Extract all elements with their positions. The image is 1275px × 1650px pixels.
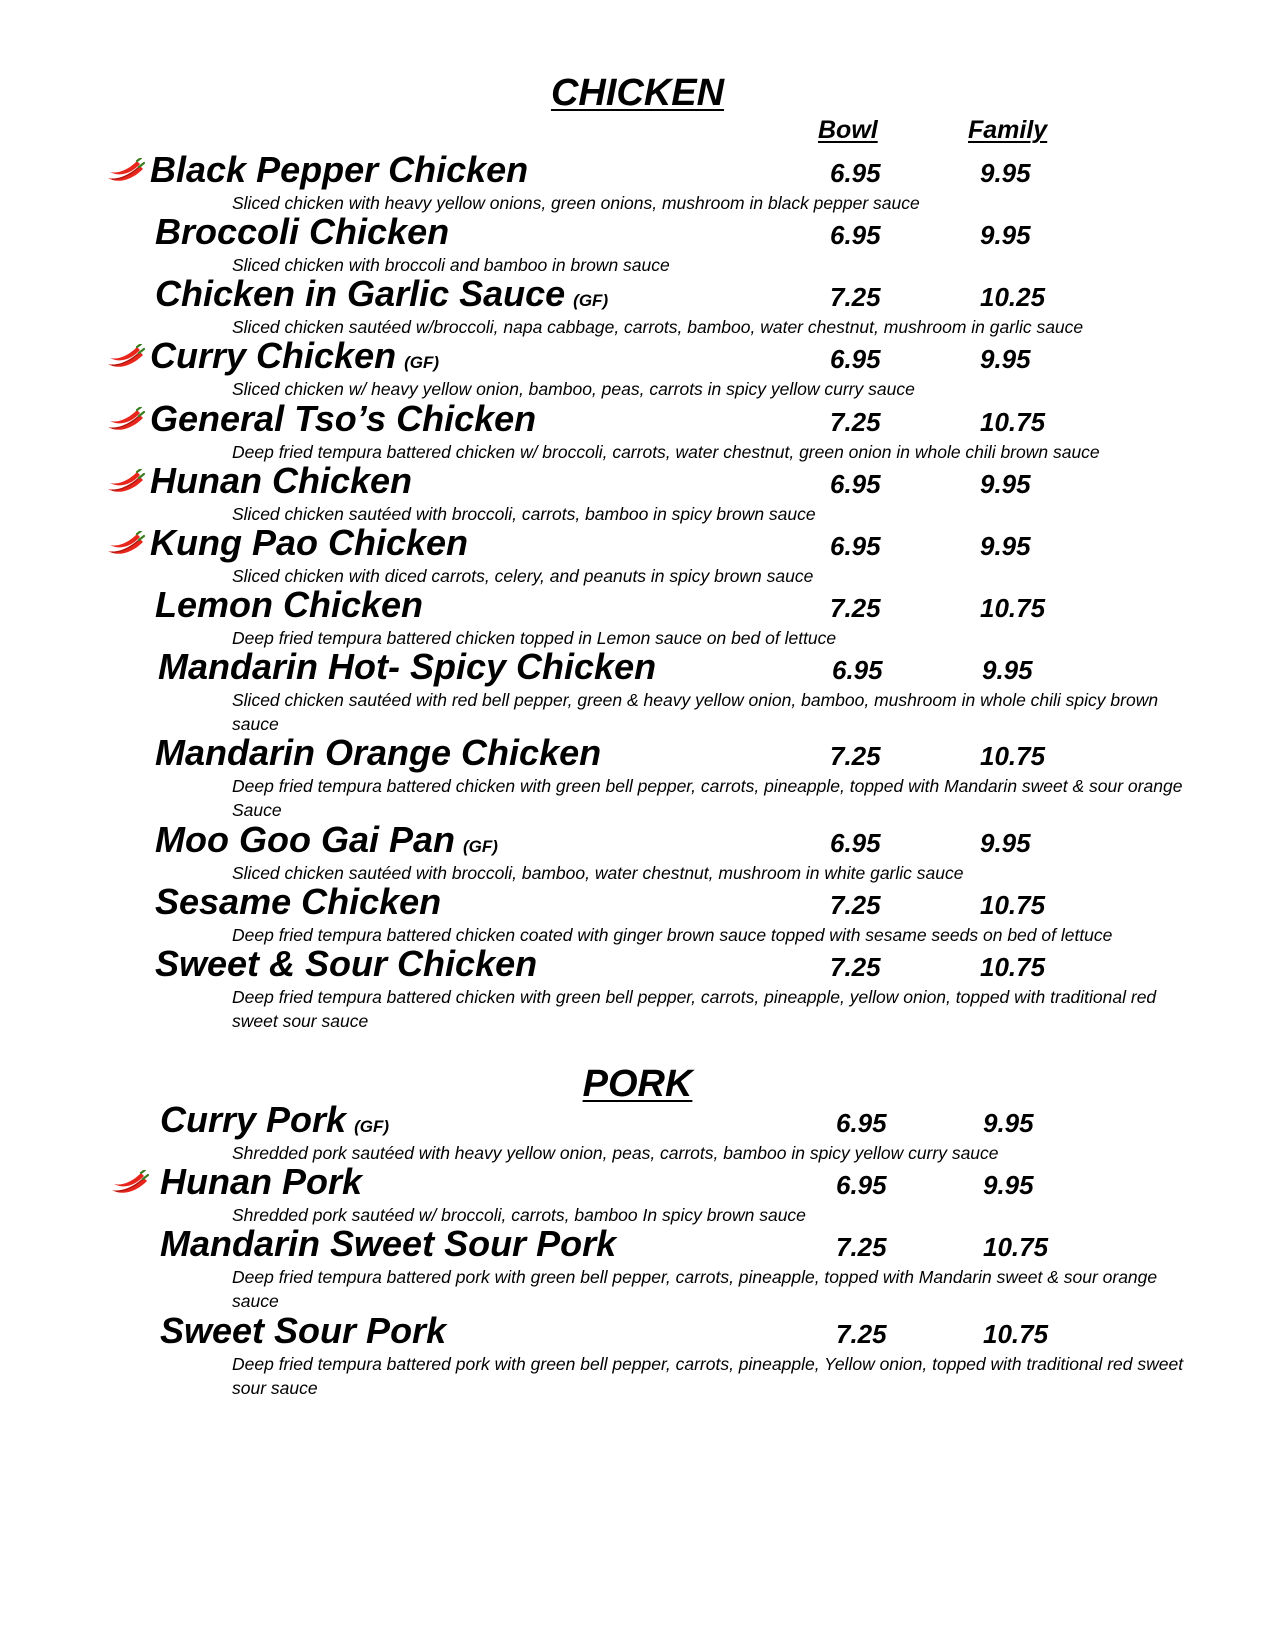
bowl-price: 6.95 bbox=[830, 220, 881, 250]
item-name-text: Hunan Pork bbox=[160, 1161, 363, 1202]
bowl-price: 6.95 bbox=[836, 1108, 887, 1138]
family-price: 10.75 bbox=[980, 407, 1046, 437]
item-name-text: Mandarin Orange Chicken bbox=[155, 732, 602, 773]
bowl-price: 6.95 bbox=[832, 655, 883, 685]
item-description: Sliced chicken with heavy yellow onions, green onions, mushroom in black pepper sauce bbox=[232, 193, 920, 213]
family-price: 9.95 bbox=[980, 158, 1031, 188]
item-name-text: Sweet Sour Pork bbox=[160, 1310, 447, 1351]
family-price: 9.95 bbox=[982, 655, 1033, 685]
item-name bbox=[160, 1224, 616, 1264]
item-name-text: Hunan Chicken bbox=[150, 460, 413, 501]
item-description: Deep fried tempura battered chicken with green bell pepper, carrots, pineapple, topped with Mandarin sweet & sour orange Sauce bbox=[232, 776, 1183, 820]
item-description: Shredded pork sautéed with heavy yellow onion, peas, carrots, bamboo in spicy yellow curry sauce bbox=[232, 1143, 999, 1163]
bowl-price: 7.25 bbox=[830, 593, 881, 623]
item-name bbox=[158, 647, 656, 687]
item-name-text: Broccoli Chicken bbox=[155, 211, 450, 252]
item-name bbox=[155, 944, 537, 984]
family-price: 10.25 bbox=[980, 282, 1046, 312]
gluten-free-badge: (GF) bbox=[354, 1117, 390, 1136]
item-description: Deep fried tempura battered pork with green bell pepper, carrots, pineapple, topped with Mandarin sweet & sour orange sauce bbox=[232, 1267, 1158, 1311]
item-name-text: Kung Pao Chicken bbox=[150, 522, 469, 563]
item-name bbox=[155, 882, 441, 922]
item-name bbox=[160, 1162, 362, 1202]
family-price: 10.75 bbox=[983, 1319, 1049, 1349]
chili-pepper-icon bbox=[110, 1170, 150, 1196]
item-name-text: Curry Chicken bbox=[150, 335, 397, 376]
gluten-free-badge: (GF) bbox=[404, 353, 440, 372]
bowl-price: 6.95 bbox=[830, 344, 881, 374]
bowl-price: 6.95 bbox=[830, 158, 881, 188]
item-name-text: Sweet & Sour Chicken bbox=[155, 943, 538, 984]
bowl-price: 6.95 bbox=[830, 828, 881, 858]
item-name bbox=[155, 820, 498, 867]
family-price: 9.95 bbox=[980, 469, 1031, 499]
bowl-price: 6.95 bbox=[830, 469, 881, 499]
family-price: 10.75 bbox=[980, 952, 1046, 982]
family-price: 9.95 bbox=[983, 1170, 1034, 1200]
family-price: 10.75 bbox=[980, 741, 1046, 771]
pork-section-title: PORK bbox=[582, 1063, 693, 1105]
gluten-free-badge: (GF) bbox=[463, 837, 498, 856]
item-description: Deep fried tempura battered chicken w/ broccoli, carrots, water chestnut, green onion in whole chili brown sauce bbox=[232, 442, 1100, 462]
chili-pepper-icon bbox=[106, 344, 146, 370]
bowl-price: 6.95 bbox=[830, 531, 881, 561]
item-name-text: Lemon Chicken bbox=[155, 584, 424, 625]
family-price: 10.75 bbox=[983, 1232, 1049, 1262]
item-name bbox=[160, 1311, 446, 1351]
item-name-text: Black Pepper Chicken bbox=[150, 149, 529, 190]
chicken-section-title: CHICKEN bbox=[550, 72, 725, 114]
item-name bbox=[160, 1100, 389, 1147]
bowl-price: 7.25 bbox=[830, 952, 881, 982]
family-column-header: Family bbox=[968, 116, 1048, 144]
item-description: Sliced chicken sautéed w/broccoli, napa cabbage, carrots, bamboo, water chestnut, mushroom in garlic sauce bbox=[232, 317, 1084, 337]
bowl-price: 7.25 bbox=[830, 407, 881, 437]
item-description: Sliced chicken with broccoli and bamboo in brown sauce bbox=[232, 255, 670, 275]
item-name bbox=[155, 274, 608, 321]
item-description: Sliced chicken sautéed with red bell pepper, green & heavy yellow onion, bamboo, mushroom in whole chili spicy brown sauce bbox=[232, 690, 1159, 734]
item-name bbox=[155, 212, 449, 252]
item-name-text: Moo Goo Gai Pan bbox=[155, 819, 456, 860]
item-name bbox=[155, 585, 423, 625]
item-name bbox=[150, 399, 536, 439]
bowl-price: 6.95 bbox=[836, 1170, 887, 1200]
family-price: 9.95 bbox=[983, 1108, 1034, 1138]
item-name bbox=[150, 150, 528, 190]
family-price: 10.75 bbox=[980, 593, 1046, 623]
chili-pepper-icon bbox=[106, 531, 146, 557]
chili-pepper-icon bbox=[106, 158, 146, 184]
item-description: Deep fried tempura battered chicken topped in Lemon sauce on bed of lettuce bbox=[232, 628, 837, 648]
bowl-price: 7.25 bbox=[836, 1232, 887, 1262]
item-description: Sliced chicken sautéed with broccoli, carrots, bamboo in spicy brown sauce bbox=[232, 504, 816, 524]
item-description: Sliced chicken with diced carrots, celery, and peanuts in spicy brown sauce bbox=[232, 566, 814, 586]
family-price: 9.95 bbox=[980, 344, 1031, 374]
item-name bbox=[150, 336, 439, 383]
item-name-text: Mandarin Sweet Sour Pork bbox=[160, 1223, 617, 1264]
gluten-free-badge: (GF) bbox=[573, 291, 609, 310]
chili-pepper-icon bbox=[106, 407, 146, 433]
family-price: 9.95 bbox=[980, 531, 1031, 561]
item-description: Deep fried tempura battered chicken coated with ginger brown sauce topped with sesame seeds on bed of lettuce bbox=[232, 925, 1113, 945]
item-name-text: Curry Pork bbox=[160, 1099, 347, 1140]
bowl-column-header: Bowl bbox=[818, 116, 878, 144]
item-description: Sliced chicken sautéed with broccoli, bamboo, water chestnut, mushroom in white garlic sauce bbox=[232, 863, 964, 883]
family-price: 10.75 bbox=[980, 890, 1046, 920]
item-description: Deep fried tempura battered chicken with green bell pepper, carrots, pineapple, yellow onion, topped with traditional red sweet sour sauce bbox=[232, 987, 1157, 1031]
bowl-price: 7.25 bbox=[830, 890, 881, 920]
item-description: Deep fried tempura battered pork with green bell pepper, carrots, pineapple, Yellow onion, topped with traditional red sweet sour sauce bbox=[232, 1354, 1184, 1398]
item-name-text: Chicken in Garlic Sauce bbox=[155, 273, 566, 314]
item-name bbox=[150, 461, 412, 501]
chili-pepper-icon bbox=[106, 469, 146, 495]
item-description: Sliced chicken w/ heavy yellow onion, bamboo, peas, carrots in spicy yellow curry sauce bbox=[232, 379, 915, 399]
bowl-price: 7.25 bbox=[830, 741, 881, 771]
family-price: 9.95 bbox=[980, 220, 1031, 250]
bowl-price: 7.25 bbox=[830, 282, 881, 312]
item-name-text: General Tso’s Chicken bbox=[150, 398, 537, 439]
family-price: 9.95 bbox=[980, 828, 1031, 858]
item-description: Shredded pork sautéed w/ broccoli, carrots, bamboo In spicy brown sauce bbox=[232, 1205, 806, 1225]
item-name bbox=[155, 733, 601, 773]
item-name bbox=[150, 523, 468, 563]
bowl-price: 7.25 bbox=[836, 1319, 887, 1349]
item-name-text: Sesame Chicken bbox=[155, 881, 442, 922]
item-name-text: Mandarin Hot- Spicy Chicken bbox=[158, 646, 657, 687]
